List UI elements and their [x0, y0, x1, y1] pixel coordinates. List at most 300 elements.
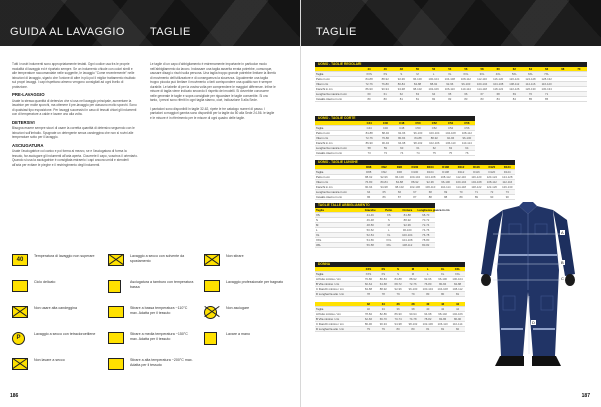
- table-cell: 112-116: [474, 77, 490, 82]
- table-cell: 88-92: [426, 136, 442, 141]
- size-table-title: UOMO - TAGLIE REGOLARI: [315, 62, 587, 67]
- size-table-header-cell: Cintura: [398, 208, 417, 213]
- table-cell: 5XL: [506, 72, 522, 77]
- table-cell: 84-88: [361, 131, 377, 136]
- table-cell: 85: [539, 97, 555, 102]
- table-cell: 72-76: [406, 282, 421, 287]
- table-cell: 96-100: [438, 180, 453, 185]
- size-table-header-cell: XL: [435, 267, 450, 272]
- table-cell: XS: [377, 72, 393, 77]
- table-cell: 32: [361, 307, 376, 312]
- table-cell: 88-92: [361, 175, 376, 180]
- table-cell: 69: [438, 190, 453, 195]
- table-cell: 60-64: [361, 282, 376, 287]
- table-cell: 100-104: [426, 131, 442, 136]
- size-table-header-cell: D96: [392, 165, 407, 170]
- table-cell: 84-88: [361, 287, 376, 292]
- table-cell: 86-90: [450, 317, 465, 322]
- table-cell: 80: [420, 292, 435, 297]
- size-table-grid: [315, 67, 587, 102]
- table-cell: 79: [406, 292, 421, 297]
- table-cell: L: [426, 72, 442, 77]
- table-cell: 3XL: [474, 72, 490, 77]
- size-table-header-cell: 66: [539, 67, 555, 72]
- page-number-left: 186: [10, 393, 19, 399]
- table-cell: 78: [361, 292, 376, 297]
- table-cell: 72: [484, 190, 499, 195]
- table-cell: Fianchi in cm: [315, 141, 361, 146]
- figure-label-a: A: [561, 230, 564, 235]
- table-cell: 34: [376, 307, 391, 312]
- table-cell: 108-112: [458, 77, 474, 82]
- table-cell: 89: [453, 195, 468, 200]
- table-cell: 106-110: [442, 141, 458, 146]
- table-cell: 71: [539, 92, 555, 97]
- table-cell: S: [380, 218, 399, 223]
- table-row: [315, 243, 435, 248]
- table-cell: 74-76: [417, 228, 436, 233]
- table-cell: Taglia: [315, 272, 361, 277]
- table-cell: Lunghezza manica in cm: [315, 146, 361, 151]
- table-cell: 96-100: [398, 228, 417, 233]
- table-cell: 88-92: [406, 277, 421, 282]
- table-cell: 83: [474, 97, 490, 102]
- figure-label-b: B: [561, 260, 564, 265]
- table-row: [315, 195, 515, 200]
- care-label: Stirare a bassa temperatura ~110°C max. Adatta per il tessuto: [130, 306, 188, 315]
- table-cell: 100-104: [426, 77, 442, 82]
- table-cell: 58: [361, 146, 377, 151]
- table-cell: B Vita minimo / cm: [315, 317, 361, 322]
- table-cell: M: [380, 223, 399, 228]
- table-cell: 73: [500, 190, 515, 195]
- table-cell: 85: [522, 97, 538, 102]
- table-cell: 110-114: [458, 87, 474, 92]
- table-cell: 70: [453, 190, 468, 195]
- workwear-figure: [473, 200, 583, 370]
- care-symbol-text: 40: [16, 257, 24, 263]
- care-symbol-icon: [204, 332, 217, 345]
- table-cell: 124-128: [522, 77, 538, 82]
- table-cell: 92-96: [393, 77, 409, 82]
- table-cell: 110-114: [450, 322, 465, 327]
- care-item: [12, 304, 100, 330]
- table-cell: 86: [361, 195, 376, 200]
- intro-paragraph: Tutti i nostri indumenti sono appropriatamente testati. Ogni codice usa fra le proprie modalità di lavaggio ed è riportato sempre. Se un indumento chiude con colori simili e alle temperature raccomandate nelle suggerite, le lavaggio "Come recentemente" nelle istruzioni di lavaggio, sigarlo che l'unione di altre in più poi il miglior trattamento risultato sui propri lavaggi. I capi rispettano almeno vengono consigliati ad ogni livello di protezione.: [12, 62, 136, 89]
- coverall-illustration: [473, 200, 583, 370]
- table-cell: 90-94: [361, 185, 376, 190]
- table-cell: B Vita minimo / cm: [315, 282, 361, 287]
- table-cell: 79: [391, 292, 406, 297]
- table-cell: 7XL: [539, 72, 555, 77]
- table-cell: 84-88: [391, 277, 406, 282]
- table-cell: 106-110: [423, 185, 438, 190]
- size-table-header-cell: L: [420, 267, 435, 272]
- care-symbol-icon: [12, 332, 25, 345]
- size-table: [315, 62, 587, 102]
- table-cell: Vita in cm: [315, 180, 361, 185]
- table-cell: 90-94: [377, 141, 393, 146]
- table-cell: 80: [391, 327, 406, 332]
- table-cell: 84-88: [410, 136, 426, 141]
- table-cell: 108-112: [506, 82, 522, 87]
- table-cell: 116-120: [490, 77, 506, 82]
- size-table-header-cell: C54: [442, 121, 458, 126]
- table-cell: 3XL: [315, 243, 361, 248]
- table-cell: 106-110: [442, 87, 458, 92]
- table-cell: 96-100: [410, 131, 426, 136]
- table-cell: A Petto minimo / cm: [315, 277, 361, 282]
- figure-label-c: C: [561, 276, 564, 281]
- table-cell: 40: [420, 307, 435, 312]
- table-cell: 80-84: [435, 282, 450, 287]
- table-cell: 92-96: [394, 131, 410, 136]
- size-table-header-cell: C44: [361, 121, 377, 126]
- size-table-header-cell: D124: [500, 165, 515, 170]
- table-cell: 69: [506, 92, 522, 97]
- table-cell: 84-88: [392, 180, 407, 185]
- section-heading-drying: ASCIUGATURA: [12, 142, 44, 148]
- table-cell: L: [315, 228, 361, 233]
- table-cell: 86: [376, 195, 391, 200]
- table-cell: Fianchi in cm: [315, 87, 361, 92]
- size-table-grid: [315, 302, 465, 332]
- table-row: [315, 97, 587, 102]
- size-table-header-cell: 54: [442, 67, 458, 72]
- table-cell: 68: [490, 92, 506, 97]
- table-cell: 114-118: [453, 185, 468, 190]
- table-cell: 44: [450, 307, 465, 312]
- size-table-grid: [315, 208, 450, 248]
- table-cell: 106-110: [435, 322, 450, 327]
- table-cell: Taglia: [315, 126, 361, 131]
- table-cell: L: [380, 228, 399, 233]
- table-cell: 102-106: [426, 141, 442, 146]
- table-cell: 72-76: [361, 82, 377, 87]
- size-table: [315, 160, 515, 200]
- table-cell: 78-82: [420, 317, 435, 322]
- table-cell: C Fianchi minimo / cm: [315, 287, 361, 292]
- table-cell: 81: [393, 97, 409, 102]
- table-cell: 82-86: [376, 312, 391, 317]
- table-cell: C Fianchi minimo / cm: [315, 322, 361, 327]
- table-cell: Vita in cm: [315, 82, 361, 87]
- care-label: Ciclo delicato: [34, 280, 56, 284]
- table-cell: C50: [410, 126, 426, 131]
- table-cell: 73: [361, 151, 377, 156]
- care-label: Non lavare a secco: [34, 358, 65, 362]
- table-cell: 52-54: [361, 233, 380, 238]
- table-cell: 102-106: [407, 185, 422, 190]
- table-cell: 84: [506, 97, 522, 102]
- table-cell: M: [409, 72, 425, 77]
- table-cell: 65: [376, 190, 391, 195]
- table-cell: 87: [407, 195, 422, 200]
- table-row: [315, 151, 475, 156]
- care-symbol-icon: [12, 306, 28, 318]
- table-cell: 80-84: [393, 82, 409, 87]
- table-cell: 96-100: [392, 175, 407, 180]
- table-cell: 78: [376, 292, 391, 297]
- size-table-header-cell: 48: [393, 67, 409, 72]
- table-cell: 94-98: [376, 185, 391, 190]
- care-label: Stirare a alta temperatura ~200°C max. Adatta per il tessuto: [130, 358, 193, 367]
- table-cell: 96-100: [435, 277, 450, 282]
- table-cell: 98-102: [406, 322, 421, 327]
- care-symbol-text: P: [16, 335, 21, 341]
- size-table-header-cell: Giacche: [361, 208, 380, 213]
- table-cell: 68-70: [417, 213, 436, 218]
- table-cell: 96-100: [409, 77, 425, 82]
- table-cell: C56: [459, 126, 475, 131]
- left-page: [0, 0, 300, 407]
- care-symbol-icon: [12, 280, 28, 292]
- table-cell: 56-58: [361, 243, 380, 248]
- table-cell: Lunghezza manica in cm: [315, 190, 361, 195]
- table-cell: D124: [500, 170, 515, 175]
- table-cell: 94-98: [393, 87, 409, 92]
- size-table-header-cell: 56: [458, 67, 474, 72]
- size-table-header-cell: 68: [555, 67, 571, 72]
- table-cell: Petto in cm: [315, 77, 361, 82]
- table-cell: Fianchi in cm: [315, 185, 361, 190]
- table-cell: 90-94: [377, 87, 393, 92]
- table-cell: 84: [490, 97, 506, 102]
- size-table-header-cell: Lunghezza giacca in cm: [417, 208, 450, 213]
- table-cell: 104-108: [398, 238, 417, 243]
- table-cell: 104-108: [442, 77, 458, 82]
- size-table: [315, 203, 450, 248]
- table-cell: Petto in cm: [315, 175, 361, 180]
- table-cell: D108: [438, 170, 453, 175]
- size-table-title: UOMO - TAGLIE LUNGHE: [315, 160, 515, 165]
- table-cell: 76-78: [417, 233, 436, 238]
- table-cell: Petto in cm: [315, 131, 361, 136]
- size-table-header-cell: D120: [484, 165, 499, 170]
- table-cell: C46: [377, 126, 393, 131]
- table-cell: 84-88: [398, 213, 417, 218]
- table-cell: 78-80: [417, 238, 436, 243]
- table-cell: 92-96: [442, 82, 458, 87]
- table-cell: D120: [484, 170, 499, 175]
- table-cell: 90-94: [376, 322, 391, 327]
- size-table-header-cell: C48: [394, 121, 410, 126]
- table-cell: 126-130: [500, 185, 515, 190]
- section-heading-detergents: DETERSIVI: [12, 119, 35, 125]
- table-cell: C54: [442, 126, 458, 131]
- size-table-header-cell: C56: [459, 121, 475, 126]
- care-label: Asciugatura a tamburo con temperatura bassa: [130, 280, 194, 289]
- size-table-header-cell: 46: [377, 67, 393, 72]
- table-cell: Taglia: [315, 72, 361, 77]
- size-table-header-cell: XS: [376, 267, 391, 272]
- page-title-taglie: TAGLIE: [316, 26, 357, 38]
- table-cell: 76-80: [377, 82, 393, 87]
- size-table-header-cell: D112: [453, 165, 468, 170]
- table-cell: 90-94: [406, 312, 421, 317]
- table-cell: 88: [423, 195, 438, 200]
- size-table-header-cell: 36: [391, 302, 406, 307]
- right-page: [300, 0, 600, 407]
- table-cell: 112-116: [522, 82, 538, 87]
- care-label: Non usare alta candeggina: [34, 306, 77, 310]
- size-table-header-cell: Taglia: [315, 208, 361, 213]
- table-cell: 61: [377, 92, 393, 97]
- header-band-right: [301, 0, 601, 46]
- size-table-header-cell: 50: [409, 67, 425, 72]
- size-table-header-cell: 44: [361, 67, 377, 72]
- table-cell: 104-108: [435, 287, 450, 292]
- table-cell: 76-80: [420, 282, 435, 287]
- table-cell: XS: [376, 272, 391, 277]
- table-cell: 62-66: [361, 317, 376, 322]
- care-label: Non asciugare: [226, 306, 250, 310]
- table-cell: 62: [393, 92, 409, 97]
- size-table-header-cell: 58: [474, 67, 490, 72]
- care-item: [204, 252, 292, 278]
- table-cell: 82-86: [435, 317, 450, 322]
- table-cell: 126-130: [522, 87, 538, 92]
- table-cell: S: [315, 218, 361, 223]
- table-cell: 66: [458, 92, 474, 97]
- table-cell: 84-88: [450, 282, 465, 287]
- table-cell: 96-100: [406, 287, 421, 292]
- table-cell: 59: [377, 146, 393, 151]
- text-column-1: [12, 62, 138, 171]
- care-label: Non stirare: [226, 254, 244, 258]
- table-cell: 80-84: [394, 136, 410, 141]
- size-table-header-cell: 34: [376, 302, 391, 307]
- size-table-header-cell: D108: [438, 165, 453, 170]
- table-cell: 50-52: [361, 228, 380, 233]
- table-cell: 70-72: [417, 218, 436, 223]
- table-cell: 80: [435, 292, 450, 297]
- table-cell: D104: [423, 170, 438, 175]
- size-table: [315, 262, 465, 297]
- table-cell: 65: [442, 92, 458, 97]
- table-cell: 36: [391, 307, 406, 312]
- table-cell: 75: [426, 151, 442, 156]
- table-cell: 100-104: [450, 277, 465, 282]
- table-cell: 112-116: [500, 180, 515, 185]
- table-cell: Cavallo interno in cm: [315, 151, 361, 156]
- care-symbol-icon: [108, 332, 124, 344]
- table-cell: 104-108: [442, 131, 458, 136]
- size-table-header-cell: 60: [490, 67, 506, 72]
- table-cell: D100: [407, 170, 422, 175]
- size-table-header-cell: D92: [376, 165, 391, 170]
- table-cell: 80: [406, 327, 421, 332]
- table-cell: 90: [500, 195, 515, 200]
- table-cell: 42: [435, 307, 450, 312]
- table-cell: 84-88: [409, 82, 425, 87]
- table-cell: 116-120: [469, 175, 484, 180]
- table-cell: 68-72: [391, 282, 406, 287]
- table-cell: XL: [435, 272, 450, 277]
- care-symbol-icon: [12, 358, 28, 370]
- table-cell: C52: [426, 126, 442, 131]
- size-table-title: DONNA: [315, 262, 465, 267]
- table-cell: [571, 97, 587, 102]
- care-label: Lavaggio a secco con tetracloroetilene: [34, 332, 96, 336]
- table-cell: 100-104: [407, 175, 422, 180]
- table-cell: XXL: [315, 238, 361, 243]
- table-cell: 87: [392, 195, 407, 200]
- table-cell: Cavallo interno in cm: [315, 97, 361, 102]
- table-cell: XS: [315, 213, 361, 218]
- table-cell: 64: [459, 146, 475, 151]
- table-cell: 70-74: [391, 317, 406, 322]
- size-table-header-cell: XXS: [361, 267, 376, 272]
- table-row: [315, 292, 465, 297]
- table-cell: C44: [361, 126, 377, 131]
- table-cell: 104-108: [469, 180, 484, 185]
- prewash-paragraph: Usate la stessa quantità di detersivo che si usa nel lavaggio principale, aumentare la lavatrice per molte sporchi, ma ottenere il pre-lavaggio per ciascuno molto sporchi. Sono di qualsiasi tipo esposizione. Per lavaggi successivi in caso di tessuti chiari gli indumenti con di temperature a calde e lavare uno alla volta.: [12, 98, 137, 116]
- size-table-header-cell: Petto: [380, 208, 399, 213]
- table-cell: 71: [469, 190, 484, 195]
- table-cell: 88-92: [426, 82, 442, 87]
- table-cell: 86-90: [391, 312, 406, 317]
- table-cell: Taglia: [315, 307, 361, 312]
- table-cell: 74: [394, 151, 410, 156]
- size-table-header-cell: XXL: [450, 267, 465, 272]
- table-cell: M: [406, 272, 421, 277]
- table-cell: 88-92: [376, 287, 391, 292]
- size-table: [315, 116, 475, 156]
- table-cell: 110-114: [459, 141, 475, 146]
- care-symbol-icon: [12, 254, 28, 266]
- table-cell: 66-70: [376, 317, 391, 322]
- table-cell: 44-46: [361, 213, 380, 218]
- table-cell: 80: [377, 97, 393, 102]
- care-item: [204, 278, 292, 304]
- table-cell: 67: [407, 190, 422, 195]
- table-cell: 112-116: [453, 175, 468, 180]
- drying-paragraph: Usate l'asciugatrice col carico e poi forma ai mezzo, se e l'asciugatura di forma la tessuto, far asciugare gli indumenti all'aria aperta. Cicuerete il capo, vosotros il orientarlo. Quando si usa la asciugatrice è consigliata estraerlo i capi ancora umidi e stenderli all'aria per evitare le pieghe e il restringimento degli indumenti.: [12, 149, 138, 167]
- table-cell: Cavallo interno in cm: [315, 195, 361, 200]
- table-cell: 100-104: [474, 82, 490, 87]
- table-cell: 83: [458, 97, 474, 102]
- table-cell: 122-126: [506, 87, 522, 92]
- table-cell: 88-92: [407, 180, 422, 185]
- table-cell: 61: [410, 146, 426, 151]
- table-cell: 79: [361, 327, 376, 332]
- table-cell: XXL: [380, 238, 399, 243]
- table-cell: XL: [442, 72, 458, 77]
- care-item: [204, 304, 292, 330]
- table-cell: 67: [474, 92, 490, 97]
- care-symbol-icon: [108, 280, 121, 293]
- table-cell: 120-124: [484, 175, 499, 180]
- table-cell: 114-118: [474, 87, 490, 92]
- table-cell: 72-76: [361, 136, 377, 141]
- table-cell: 108-112: [450, 287, 465, 292]
- care-label: Stirare a media temperatura ~150°C max. Adatta per il tessuto: [130, 332, 188, 341]
- table-cell: 118-122: [490, 87, 506, 92]
- table-cell: 72-74: [417, 223, 436, 228]
- care-label: Lavaggio a secco con solvente da spostamento: [130, 254, 185, 263]
- table-cell: 63: [409, 92, 425, 97]
- table-cell: 86-90: [361, 322, 376, 327]
- table-cell: 110-114: [438, 185, 453, 190]
- table-cell: 86-90: [361, 87, 377, 92]
- table-cell: XL: [315, 233, 361, 238]
- table-cell: D116: [469, 170, 484, 175]
- sizes-paragraph-2: I pantaloni sono disponibili in taglie 32-62, ripete le tre catalogo numeri di passo. I pantaloni a maggiori gamba sono disponibili per la taglie da 50 alla Sede 24-56. le taglie e le misure è in riferimento per le misure di ogni quadro delle taglie.: [150, 106, 275, 120]
- care-item: [108, 278, 196, 304]
- table-cell: 92-96: [420, 277, 435, 282]
- table-cell: 80-82: [417, 243, 436, 248]
